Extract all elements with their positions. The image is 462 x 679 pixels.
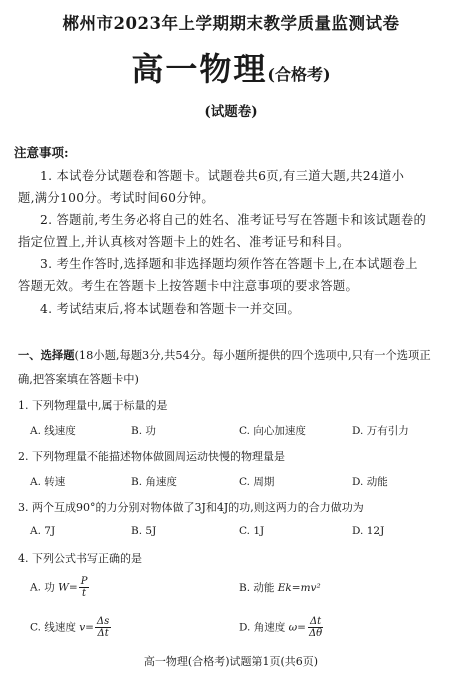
section-1-rule-line-2: 确,把答案填在答题卡中) bbox=[18, 373, 139, 386]
question-4-option-c bbox=[30, 616, 111, 639]
question-1-option-a: A. 线速度 bbox=[30, 425, 76, 437]
question-1-stem: 1. 下列物理量中,属于标量的是 bbox=[18, 399, 168, 412]
option-d-label: D. 角速度 bbox=[239, 621, 286, 634]
question-3-option-a: A. 7J bbox=[30, 525, 56, 537]
option-a-label: A. 功 bbox=[30, 581, 55, 594]
notice-item-4-line-1: 4. 考试结束后,将本试题卷和答题卡一并交回。 bbox=[40, 302, 301, 316]
notice-item-2-line-2: 指定位置上,并认真核对答题卡上的姓名、准考证号和科目。 bbox=[18, 235, 350, 249]
subject-main: 高一物理 bbox=[131, 50, 268, 88]
question-2-option-a: A. 转速 bbox=[30, 476, 66, 488]
question-1-option-b: B. 功 bbox=[131, 425, 156, 437]
question-3-option-b: B. 5J bbox=[131, 525, 157, 537]
section-1-rule-line-1: (18小题,每题3分,共54分。每小题所提供的四个选项中,只有一个选项正 bbox=[74, 349, 431, 362]
option-c-fraction bbox=[95, 616, 111, 639]
question-4-option-b bbox=[239, 580, 321, 595]
option-d-lhs: ω= bbox=[288, 621, 306, 634]
option-c-lhs: v= bbox=[79, 621, 94, 634]
question-2-option-b: B. 角速度 bbox=[131, 476, 177, 488]
option-c-label: C. 线速度 bbox=[30, 621, 76, 634]
option-b-label: B. 动能 bbox=[239, 582, 275, 594]
option-d-denominator: Δθ bbox=[308, 628, 323, 639]
section-1-heading bbox=[18, 347, 431, 363]
option-c-denominator: Δt bbox=[97, 628, 109, 639]
question-3-option-c: C. 1J bbox=[239, 525, 265, 537]
option-a-lhs: W= bbox=[58, 581, 78, 594]
subject-title bbox=[0, 44, 462, 90]
section-1-label: 一、选择题 bbox=[18, 348, 75, 362]
paper-type: (试题卷) bbox=[204, 104, 258, 120]
question-4-option-a bbox=[30, 576, 89, 599]
question-1-option-d: D. 万有引力 bbox=[352, 425, 409, 437]
option-a-numerator: P bbox=[80, 576, 88, 587]
notice-title: 注意事项: bbox=[14, 145, 69, 160]
notice-item-3-line-1: 3. 考生作答时,选择题和非选择题均须作答在答题卡上,在本试题卷上 bbox=[40, 257, 418, 271]
notice-item-3-line-2: 答题无效。考生在答题卡上按答题卡中注意事项的要求答题。 bbox=[18, 279, 359, 293]
option-d-fraction bbox=[307, 616, 324, 639]
option-c-numerator: Δs bbox=[96, 616, 110, 627]
question-2-option-c: C. 周期 bbox=[239, 476, 275, 488]
option-d-numerator: Δt bbox=[309, 616, 322, 627]
question-3-option-d: D. 12J bbox=[352, 525, 385, 537]
notice-item-1-line-1: 1. 本试卷分试题卷和答题卡。试题卷共6页,有三道大题,共24道小 bbox=[40, 169, 405, 183]
option-a-denominator: t bbox=[82, 588, 87, 599]
question-3-stem: 3. 两个互成90°的力分别对物体做了3J和4J的功,则这两力的合力做功为 bbox=[18, 501, 364, 514]
notice-item-2-line-1: 2. 答题前,考生务必将自己的姓名、准考证号写在答题卡和该试题卷的 bbox=[40, 213, 427, 227]
question-2-stem: 2. 下列物理量不能描述物体做圆周运动快慢的物理量是 bbox=[18, 450, 285, 463]
notice-item-1-line-2: 题,满分100分。考试时间60分钟。 bbox=[18, 191, 214, 205]
question-2-option-d: D. 动能 bbox=[352, 476, 388, 488]
question-4-option-d bbox=[239, 616, 324, 639]
option-b-formula: Ek=mv² bbox=[277, 582, 321, 594]
subject-sub: (合格考) bbox=[267, 65, 331, 84]
exam-title: 郴州市2023年上学期期末教学质量监测试卷 bbox=[62, 14, 400, 33]
page-footer: 高一物理(合格考)试题第1页(共6页) bbox=[143, 655, 319, 668]
option-a-fraction bbox=[79, 576, 90, 599]
question-4-stem: 4. 下列公式书写正确的是 bbox=[18, 552, 142, 565]
question-1-option-c: C. 向心加速度 bbox=[239, 425, 306, 437]
